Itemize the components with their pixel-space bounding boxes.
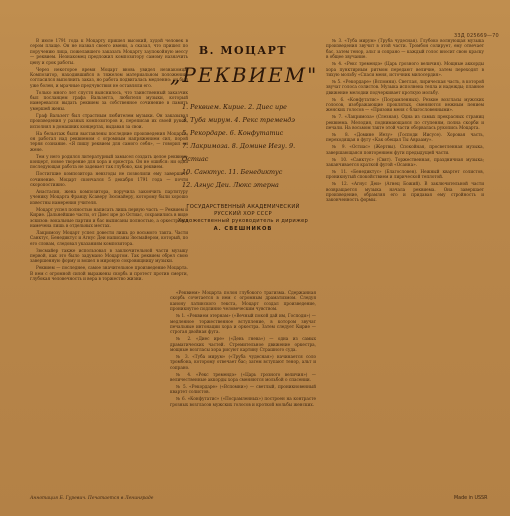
paragraph: Моцарт успел полностью написать лишь первую часть — Реквием и Кирие. Дальнейшие части, от Диес ире до Остиас, сохранились в виде эскизов: вокальные партии и бас выписаны полностью, а оркестровка намечена лишь в отдельных местах.	[30, 206, 188, 228]
paragraph: Лакримозу Моцарт успел довести лишь до восьмого такта. Части Санктус, Бенедиктус и Агнус Деи написаны Зюсмайером, который, по его словам, следовал указаниям композитора.	[30, 229, 188, 246]
paragraph: № 1. «Реквием этернам» («Вечный покой дай им, Господи») — медленное торжественное вступление, в котором звучат печальные интонации хора и оркестра. Затем следует Кирие — строгая двойная фуга.	[170, 313, 316, 335]
paragraph: № 4. «Рекс тремендэ» («Царь грозного величия») — величественные аккорды хора сменяются мольбой о спасении.	[170, 371, 316, 383]
print-credit: Аннотация Б. Гуревич. Печатается в Ленинграде	[30, 496, 154, 501]
conductor-name: А. СВЕШНИКОВ	[213, 225, 273, 232]
paragraph: В июле 1791 года к Моцарту пришел высокий, худой человек в сером плаще. Он не назвал своего имени, а сказал, что пришел по поручению лица, пожелавшего заказать Моцарту заупокойную мессу — реквием. Незнакомец предложил композитору самому назначить цену и срок работы.	[30, 38, 188, 65]
paragraph: Через некоторое время Моцарт вновь увидел незнакомца. Композитор, находившийся в тяжелом материальном положении, согласился выполнить заказ, но работа подвигалась медленно: он был уже болен, и мрачные предчувствия не оставляли его.	[30, 66, 188, 88]
paragraph: № 3. «Туба мирум» («Труба чудесная») начинается соло тромбона, которому отвечает бас; затем вступают тенор, альт и сопрано.	[170, 353, 316, 370]
paragraph: № 3. «Туба мирум» (Труба чудесная). Глубоко волнующая музыка произведения звучит в этой части. Тромбон солирует, ему отвечает бас, затем тенор, альт и сопрано — каждый голос вносит свою краску в общее звучание.	[326, 38, 484, 60]
paragraph: № 6. «Конфутатис» («Посрамленных») построен на контрасте грозных возгласов мужских голосов и кроткой мольбы женских.	[170, 396, 316, 407]
conductor-role: Художественный руководитель и дирижер	[177, 218, 309, 225]
movement-list	[182, 101, 316, 192]
ensemble-name-line1: ГОСУДАРСТВЕННЫЙ АКАДЕМИЧЕСКИЙ	[186, 204, 300, 210]
work-title: „РЕКВИЕМ"	[170, 63, 319, 87]
movement-item: 1. Реквием. Кирие. 2. Диес ире	[182, 103, 287, 111]
middle-text-column	[170, 290, 316, 494]
paragraph: № 2. «Диес ире» («День гнева») — одна из самых драматических частей. Стремительное движение оркестра, мощные возгласы хора рисуют картину Страшного суда.	[170, 336, 316, 353]
paragraph: № 4. «Рекс тремендэ» (Царь грозного величия). Мощные аккорды хора пунктирным ритмом передают величие, затем переходят в тихую мольбу «Спаси меня, источник милосердия».	[326, 61, 484, 77]
right-text-column	[326, 38, 484, 494]
paragraph: «Реквием» Моцарта полон глубокого трагизма. Сдержанная скорбь сочетается в нем с огромным драматизмом. Следуя канону латинского текста, Моцарт создал произведение, проникнутое подлинно человеческим чувством.	[170, 290, 316, 312]
paragraph: № 7. «Лакримоза» (Слезная). Одна из самых прекрасных страниц реквиема. Мелодия, поднимающаяся по ступеням, полна скорби и печали. На восьмом такте этой части оборвалась рукопись Моцарта.	[326, 114, 484, 131]
left-text-column	[30, 38, 188, 492]
paragraph: Реквием — последнее, самое значительное произведение Моцарта. В нем с огромной силой выражены скорбь и протест против смерти, глубокая человечность и вера в торжество жизни.	[30, 265, 188, 282]
movement-item: 10. Санктус. 11. Бенедиктус	[182, 168, 283, 176]
movement-item: 5. Рекордаре. 6. Конфутатис	[182, 129, 284, 137]
paragraph: № 6. «Конфутатис» (Посрамленных). Резкие возгласы мужских голосов, изображающие проклятых, сменяются нежным пением женских голосов — «Призови меня с благословенными».	[326, 96, 484, 113]
performers-credits	[170, 204, 316, 233]
paragraph: № 11. «Бенедиктус» (Благословен). Нежный квартет солистов, проникнутый спокойствием и лирической теплотой.	[326, 168, 484, 180]
paragraph: Анастасия, жена композитора, поручила закончить партитуру ученику Моцарта Францу Ксаверу Зюсмайеру, которому были хорошо известны намерения учителя.	[30, 189, 188, 205]
catalog-number: 33Д 025669—70	[454, 33, 499, 39]
paragraph: № 10. «Санктус» (Свят). Торжественная, праздничная музыка; заканчивается краткой фугой «Осанна».	[326, 156, 484, 168]
paragraph: № 5. «Рекордаре» (Вспомни). Светлая, лирическая часть, в которой звучат голоса солистов. Музыка исполнена тепла и надежды; плавное движение мелодии подчеркивает кроткую мольбу.	[326, 78, 484, 95]
paragraph: Граф Вальзегг был страстным любителем музыки. Он заказывал произведения у разных композиторов и, переписав их своей рукой, исполнял в домашних концертах, выдавая за свои.	[30, 112, 188, 129]
paragraph: № 8. «Домине Иезу» (Господи Иисусе). Хоровая часть, переходящая в фугу «Как обещал Ты Аврааму».	[326, 132, 484, 143]
paragraph: № 9. «Остиас» (Жертвы). Спокойная, просветленная музыка, завершающаяся повторением фуги предыдущей части.	[326, 144, 484, 155]
composer-name: В. МОЦАРТ	[198, 44, 288, 57]
paragraph: Только много лет спустя выяснилось, что таинственный заказчик был посланцем графа Вальзегга, любителя музыки, который намеревался выдать реквием за собственное сочинение в память умершей жены.	[30, 89, 188, 111]
movement-item: 12. Агнус Деи. Люкс этерна	[182, 181, 279, 189]
paragraph: Зюсмайер также использовал в заключительной части музыку первой, как это было задумано Моцартом. Так реквием обрел свою завершенную форму и вошел в мировую сокровищницу музыки.	[30, 247, 188, 264]
made-in-label: Made in USSR	[454, 496, 488, 501]
paragraph: № 5. «Рекордаре» («Вспомни») — светлый, проникновенный квартет солистов.	[170, 384, 316, 395]
paragraph: Постигшие композитора невзгоды не позволили ему завершить сочинение. Моцарт скончался 5 декабря 1791 года — почти скоропостижно.	[30, 171, 188, 188]
paragraph: На бельэтаж были выставлены последние произведения Моцарта; он работал над реквиемом с огромным напряжением сил, порой теряя сознание. «Я пишу реквием для самого себя», — говорил он жене.	[30, 130, 188, 152]
title-block	[170, 36, 319, 233]
movement-item: 7. Лакримоза. 8. Домине Иезу. 9. Остиас	[182, 142, 296, 163]
paragraph: № 12. «Агнус Деи» (Агнец Божий). В заключительной части возвращается музыка начала реквиема. Она завершает произведение, обрамляя его и придавая ему стройность и законченность формы.	[326, 181, 484, 203]
ensemble-name-line2: РУССКИЙ ХОР СССР	[214, 211, 272, 218]
movement-item: 3. Туба мирум. 4. Рекс тремендэ	[182, 116, 295, 124]
paragraph: Тем у него родился литературный замысел создать целое реквием-концерт, новое творение для хора и оркестра. Он не ошибся: ни одна последующая работа не задевает так глубоко, как реквием.	[30, 153, 188, 170]
